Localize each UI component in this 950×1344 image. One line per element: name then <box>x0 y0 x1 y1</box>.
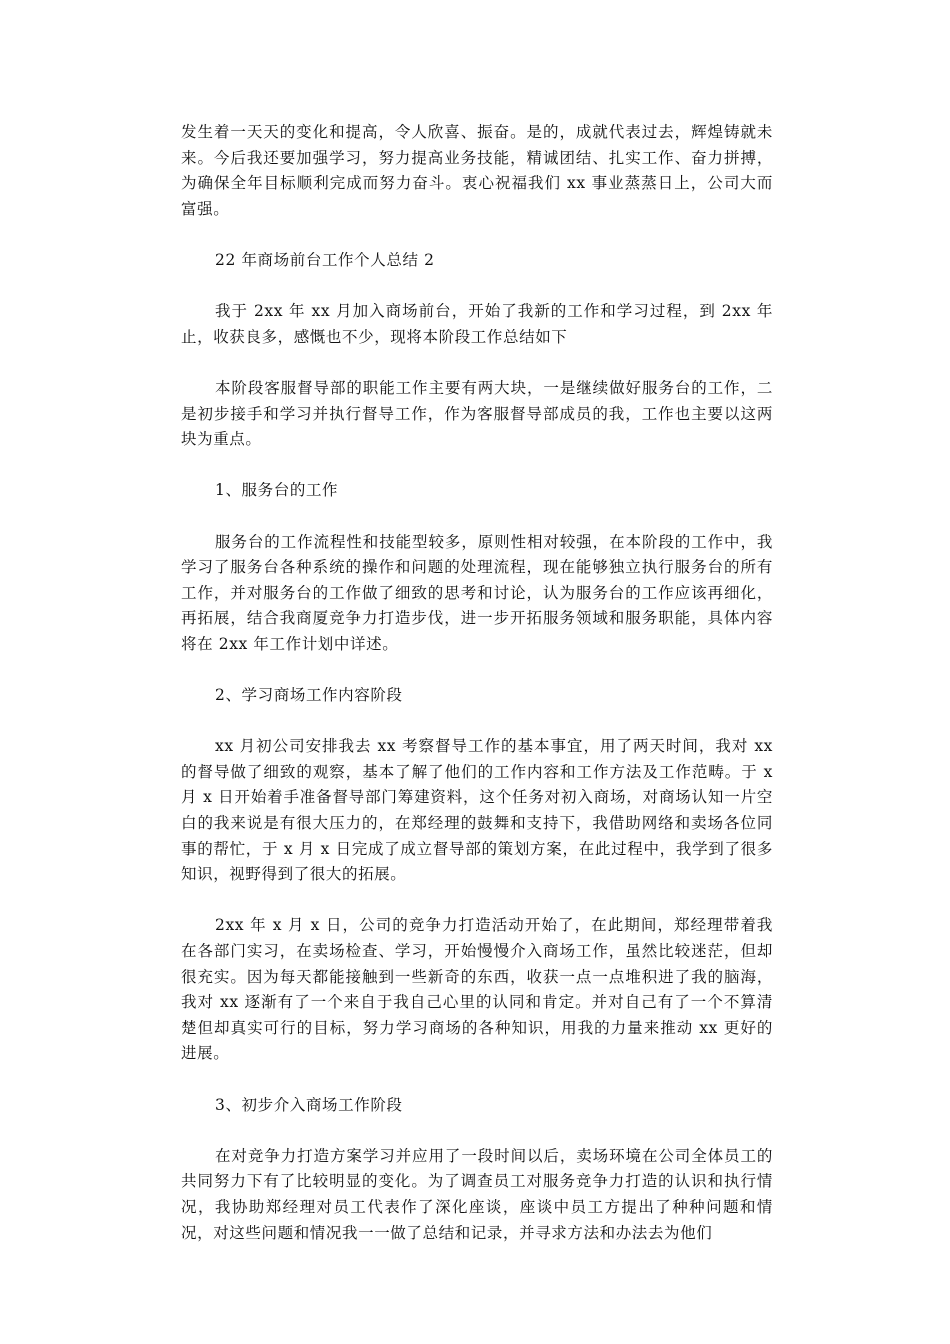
paragraph-department-duties: 本阶段客服督导部的职能工作主要有两大块，一是继续做好服务台的工作，二是初步接手和学习并执行督导工作，作为客服督导部成员的我，工作也主要以这两块为重点。 <box>181 378 773 449</box>
paragraph-service-desk: 服务台的工作流程性和技能型较多，原则性相对较强，在本阶段的工作中，我学习了服务台各种系统的操作和问题的处理流程，现在能够独立执行服务台的所有工作，并对服务台的工作做了细致的思考和讨论，认为服务台的工作应该再细化，再拓展，结合我商厦竞争力打造步伐，进一步开拓服务领域和服务职能，具体内容将在 2xx 年工作计划中详述。 <box>181 532 773 653</box>
section-title-summary-2: 22 年商场前台工作个人总结 2 <box>215 250 435 269</box>
paragraph-intro: 我于 2xx 年 xx 月加入商场前台，开始了我新的工作和学习过程，到 2xx 年止，收获良多，感慨也不少，现将本阶段工作总结如下 <box>181 302 773 346</box>
subheading-learning-stage: 2、学习商场工作内容阶段 <box>215 686 403 705</box>
subheading-service-desk: 1、服务台的工作 <box>215 481 339 500</box>
subheading-initial-involvement: 3、初步介入商场工作阶段 <box>215 1095 403 1114</box>
paragraph-learning-stage: xx 月初公司安排我去 xx 考察督导工作的基本事宜，用了两天时间，我对 xx 的督导做了细致的观察，基本了解了他们的工作内容和工作方法及工作范畴。于 x 月 x 日开始着手准备督导部门筹建资料，这个任务对初入商场，对商场认知一片空白的我来说是有很大压力的，在郑经理的鼓舞和支持下，我借助网络和卖场各位同事的帮忙，于 x 月 x 日完成了成立督导部的策划方案，在此过程中，我学到了很多知识，视野得到了很大的拓展。 <box>181 737 773 884</box>
paragraph-initial-involvement: 在对竞争力打造方案学习并应用了一段时间以后，卖场环境在公司全体员工的共同努力下有了比较明显的变化。为了调查员工对服务竞争力打造的认识和执行情况，我协助郑经理对员工代表作了深化座谈，座谈中员工方提出了种种问题和情况，对这些问题和情况我一一做了总结和记录，并寻求方法和办法去为他们 <box>181 1146 773 1242</box>
document-body <box>181 120 773 1272</box>
paragraph-competitiveness: 2xx 年 x 月 x 日，公司的竞争力打造活动开始了，在此期间，郑经理带着我在各部门实习，在卖场检查、学习，开始慢慢介入商场工作，虽然比较迷茫，但却很充实。因为每天都能接触到一些新奇的东西，收获一点一点堆积进了我的脑海，我对 xx 逐渐有了一个来自于我自己心里的认同和肯定。并对自己有了一个不算清楚但却真实可行的目标，努力学习商场的各种知识，用我的力量来推动 xx 更好的进展。 <box>181 916 773 1063</box>
paragraph-continuation: 发生着一天天的变化和提高，令人欣喜、振奋。是的，成就代表过去，辉煌铸就未来。今后我还要加强学习，努力提高业务技能，精诚团结、扎实工作、奋力拼搏，为确保全年目标顺利完成而努力奋斗。衷心祝福我们 xx 事业蒸蒸日上，公司大而富强。 <box>181 123 773 218</box>
